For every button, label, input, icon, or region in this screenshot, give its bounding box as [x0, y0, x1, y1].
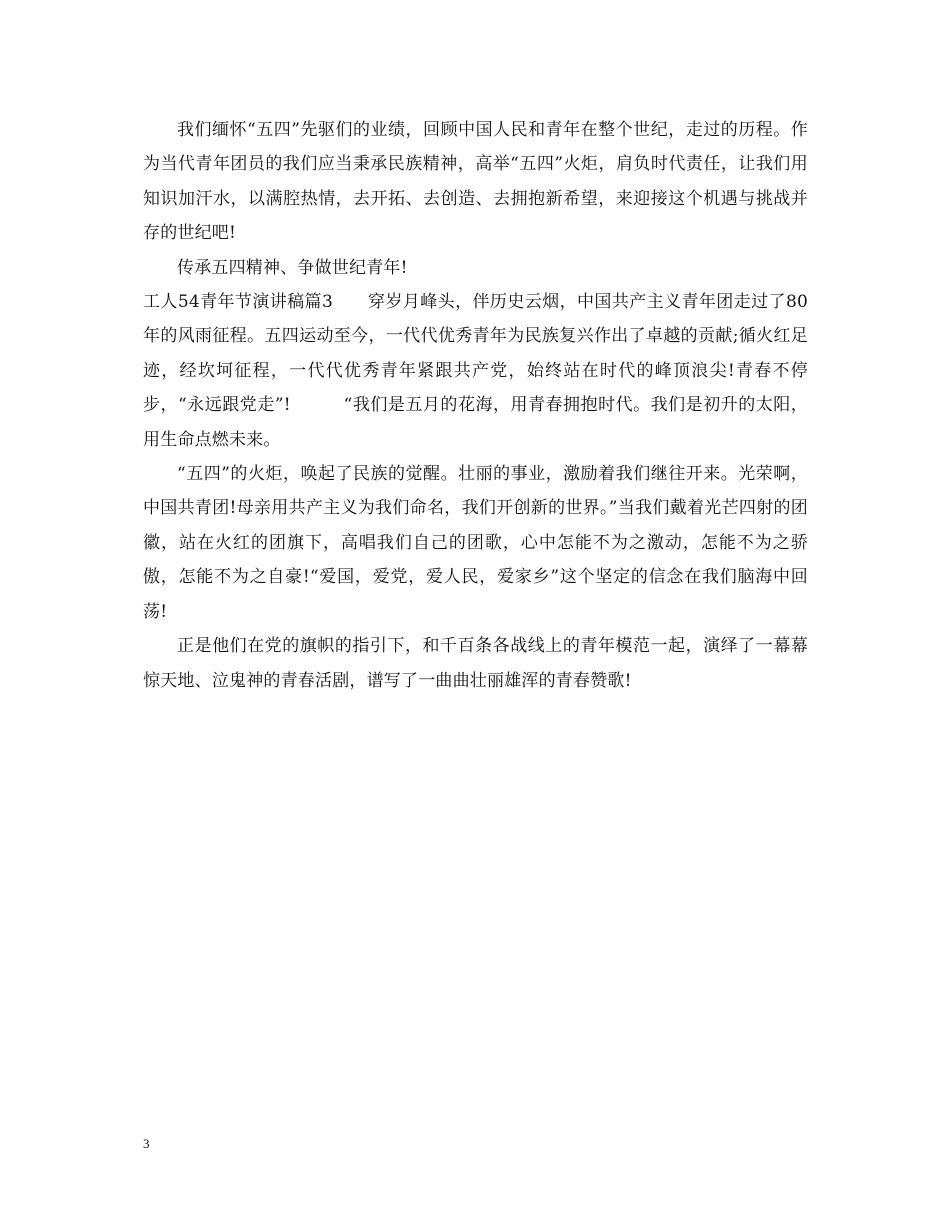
paragraph-2: 传承五四精神、争做世纪青年! [177, 257, 408, 278]
paragraph-1: 我们缅怀“五四”先驱们的业绩，回顾中国人民和青年在整个世纪，走过的历程。作为当代青年团员的我们应当秉承民族精神，高举“五四”火炬，肩负时代责任，让我们用知识加汗水，以满腔热情，去开拓、去创造、去拥抱新希望，来迎接这个机遇与挑战并存的世纪吧! [143, 120, 808, 244]
paragraph-5: 正是他们在党的旗帜的指引下，和千百条各战线上的青年模范一起，演绎了一幕幕惊天地、泣鬼神的青春活剧，谱写了一曲曲壮丽雄浑的青春赞歌! [143, 636, 808, 691]
document-body [143, 113, 808, 698]
paragraph-3: 工人54青年节演讲稿篇3 穿岁月峰头，伴历史云烟，中国共产主义青年团走过了80年的风雨征程。五四运动至今，一代代优秀青年为民族复兴作出了卓越的贡献;循火红足迹，经坎坷征程，一代代优秀青年紧跟共产党，始终站在时代的峰顶浪尖!青春不停步，“永远跟党走”! “我们是五月的花海，用青春拥抱时代。我们是初升的太阳，用生命点燃未来。 [143, 292, 808, 450]
page-number: 3 [143, 1136, 150, 1151]
paragraph-4: “五四”的火炬，唤起了民族的觉醒。壮丽的事业，激励着我们继往开来。光荣啊，中国共青团!母亲用共产主义为我们命名，我们开创新的世界。”当我们戴着光芒四射的团徽，站在火红的团旗下，高唱我们自己的团歌，心中怎能不为之激动，怎能不为之骄傲，怎能不为之自豪!“爱国，爱党，爱人民，爱家乡”这个坚定的信念在我们脑海中回荡! [143, 464, 808, 622]
